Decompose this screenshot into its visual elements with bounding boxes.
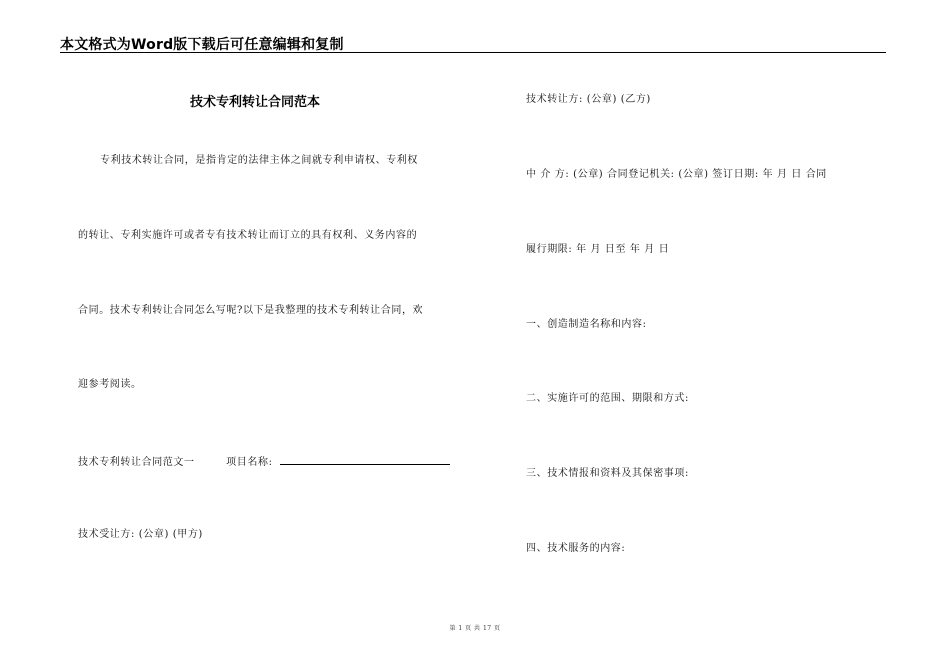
section-3-heading: 三、技术情报和资料及其保密事项: <box>526 468 689 479</box>
section-1-heading: 一、创造制造名称和内容: <box>526 319 647 330</box>
header-divider <box>60 52 886 53</box>
paragraph-line-2: 的转让、专利实施许可或者专有技术转让而订立的具有权利、义务内容的 <box>78 230 418 241</box>
project-name-label: 项目名称: <box>226 457 273 468</box>
document-title: 技术专利转让合同范本 <box>190 95 321 110</box>
paragraph-line-4: 迎参考阅读。 <box>78 379 142 390</box>
document-banner: 本文格式为Word版下载后可任意编辑和复制 <box>60 37 344 53</box>
section-4-heading: 四、技术服务的内容: <box>526 543 626 554</box>
sample-heading: 技术专利转让合同范文一 <box>78 457 195 468</box>
section-2-heading: 二、实施许可的范围、期限和方式: <box>526 393 689 404</box>
sample-heading-row <box>78 453 450 470</box>
paragraph-line-1: 专利技术转让合同，是指肯定的法律主体之间就专利申请权、专利权 <box>100 155 418 166</box>
performance-period-line: 履行期限: 年 月 日至 年 月 日 <box>526 244 670 255</box>
intermediary-line: 中 介 方: (公章) 合同登记机关: (公章) 签订日期: 年 月 日 合同 <box>526 169 827 180</box>
paragraph-line-3: 合同。技术专利转让合同怎么写呢?以下是我整理的技术专利转让合同，欢 <box>78 305 424 316</box>
assignor-line: 技术转让方: (公章) (乙方) <box>526 94 651 105</box>
page-number-footer: 第 1 页 共 17 页 <box>449 625 501 632</box>
project-name-blank-line <box>280 453 450 465</box>
assignee-line: 技术受让方: (公章) (甲方) <box>78 529 203 540</box>
